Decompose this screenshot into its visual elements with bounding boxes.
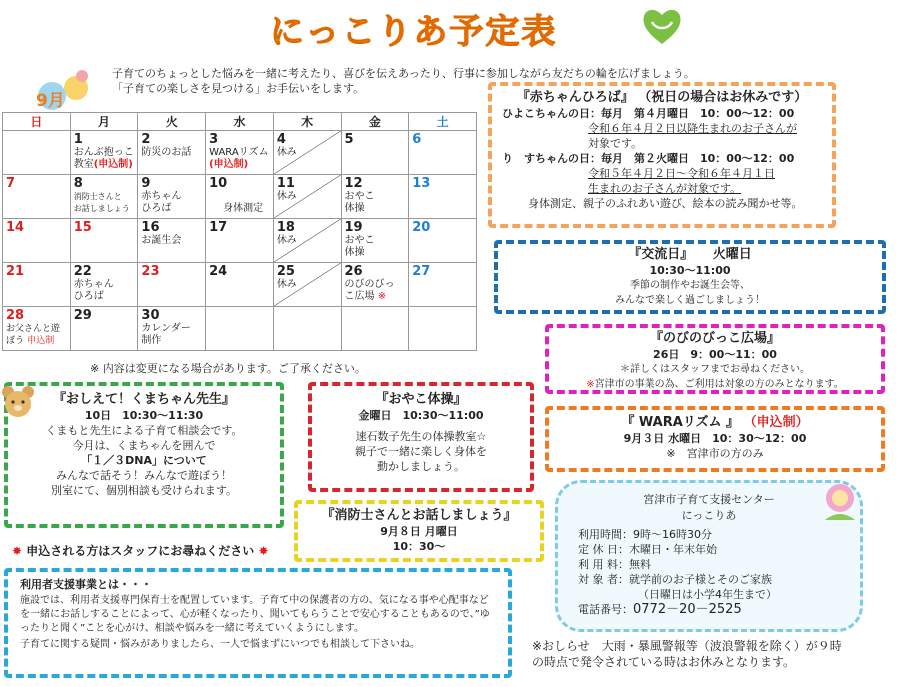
oyako-line: 親子で一緒に楽しく身体を: [355, 445, 487, 458]
oyako-line: 動かしましょう。: [377, 460, 465, 473]
cell-event: 体操: [344, 203, 365, 214]
wara-note: ※ 宮津市の方のみ: [666, 447, 764, 460]
cell-event: 休み: [276, 191, 297, 202]
center-row: [578, 602, 860, 617]
calendar-cell: [3, 307, 71, 351]
day-number: 23: [141, 264, 160, 279]
cell-event: おんぶ抱っこ: [73, 147, 134, 158]
apply-note: [12, 542, 269, 559]
cell-event: 休み: [276, 279, 297, 290]
cell-event: ひろば: [73, 291, 104, 302]
weather-note-line: ※おしらせ 大雨・暴風警報等（波浪警報を除く）が９時: [532, 639, 842, 653]
apply-note-text: 申込される方はスタッフにお尋ねください: [26, 544, 255, 558]
center-row: [578, 572, 860, 587]
calendar-cell: [70, 175, 138, 219]
day-number: 10: [209, 176, 228, 191]
calendar-cell-closed: [273, 131, 341, 175]
day-number: 21: [6, 264, 25, 279]
hiyoko-note: 令和６年４月２日以降生まれのお子さんが: [588, 122, 797, 135]
oshiete-line: 「１／３DNA」について: [81, 454, 207, 467]
day-number: 24: [209, 264, 228, 279]
calendar-cell-closed: [273, 175, 341, 219]
risu-line: り すちゃんの日：毎月 第２火曜日 10：00～12：00: [502, 152, 795, 165]
calendar-cell: [138, 131, 206, 175]
intro-line: 「子育ての楽しさを見つける」お手伝いをします。: [112, 82, 365, 95]
cell-event: おやこ: [344, 191, 375, 202]
user-support-box: [4, 568, 512, 678]
weather-note-line: の時点で発令されている時はお休みとなります。: [532, 655, 796, 669]
day-number: 9: [141, 176, 151, 191]
cell-event: お父さんと遊: [6, 324, 61, 334]
calendar-cell-empty: [341, 307, 409, 351]
wara-title: 『 WARAリズム 』: [621, 415, 740, 430]
weekday-mon: 月: [70, 113, 138, 131]
cell-event: お誕生会: [141, 235, 182, 246]
nobinobi-time: 26日 9：00～11：00: [653, 348, 777, 361]
day-number: 28: [6, 308, 25, 323]
day-number: 27: [412, 264, 431, 279]
bear-icon: [0, 384, 36, 418]
calendar-cell: [409, 175, 477, 219]
cell-event: ひろば: [141, 203, 172, 214]
cell-apply-tag: 申込制: [27, 336, 55, 346]
day-number: 22: [73, 264, 92, 279]
weekday-thu: 木: [273, 113, 341, 131]
closed-slash-icon: [274, 175, 341, 218]
calendar-cell-empty: [3, 131, 71, 175]
closed-slash-icon: [274, 219, 341, 262]
cell-event: 休み: [276, 147, 297, 158]
cell-event: カレンダー: [141, 323, 191, 334]
oshiete-title: 『おしえて！くまちゃん先生』: [52, 392, 235, 407]
day-number: 25: [276, 264, 295, 279]
akachan-activities: 身体測定、親子のふれあい遊び、絵本の読み聞かせ等。: [528, 197, 803, 210]
center-row-key: 利用時間：: [578, 528, 633, 541]
shoubou-box: [294, 500, 544, 562]
cell-event: 赤ちゃん: [73, 279, 114, 290]
oshiete-line: くまもと先生による子育て相談会です。: [45, 424, 243, 437]
oyako-title: 『おやこ体操』: [375, 392, 467, 407]
center-name: にっこりあ: [681, 509, 737, 522]
akachan-hiroba-box: [488, 82, 836, 228]
day-number: 8: [73, 176, 83, 191]
nobinobi-line: 宮津市の事業の為、ご利用は対象の方のみとなります。: [594, 379, 844, 390]
calendar-cell-closed: [273, 219, 341, 263]
calendar-cell: [138, 263, 206, 307]
center-row-value: 就学前のお子様とそのご家族: [629, 573, 772, 586]
calendar-cell: [3, 263, 71, 307]
day-number: 1: [73, 132, 83, 147]
day-number: 3: [209, 132, 219, 147]
day-number: 26: [344, 264, 363, 279]
center-name: 宮津市子育て支援センター: [643, 493, 775, 506]
oshiete-line: 今月は、くまちゃんを囲んで: [72, 439, 216, 452]
center-row-key: 対 象 者：: [578, 573, 629, 586]
hiyoko-line: ひよこちゃんの日：毎月 第４月曜日 10：00～12：00: [502, 107, 795, 120]
flower-icon: ✸: [258, 544, 269, 558]
cell-event: 体操: [344, 247, 365, 258]
calendar-cell-empty: [206, 307, 274, 351]
cell-event: おやこ: [344, 235, 375, 246]
cell-event: 消防士さんと: [73, 192, 122, 201]
center-row: [578, 542, 860, 557]
oshiete-box: [4, 382, 284, 528]
kouryu-time: 10:30～11:00: [649, 264, 731, 277]
calendar-cell-closed: [273, 263, 341, 307]
nobinobi-title: 『のびのびっこ広場』: [649, 331, 780, 346]
calendar-cell: [70, 131, 138, 175]
weekday-tue: 火: [138, 113, 206, 131]
cell-event: お話しましょう: [73, 204, 130, 213]
nobinobi-mark: ※: [586, 379, 595, 390]
day-number: 19: [344, 220, 363, 235]
weekday-sat: 土: [409, 113, 477, 131]
risu-note: 生まれのお子さんが対象です。: [588, 182, 742, 195]
day-number: 14: [6, 220, 25, 235]
support-paragraph: 施設では、利用者支援専門保育士を配置しています。子育て中の保護者の方の、気になる事や心配事などを一緒にお話しすることによって、心が軽くなったり、聞いてもらうことで安心することもあるので、”ゆったりと聞く”ことを心がけ、相談や悩みを一緒に考えていくようにします。: [20, 595, 490, 634]
calendar-cell: [206, 263, 274, 307]
calendar-cell: [138, 175, 206, 219]
day-number: 18: [276, 220, 295, 235]
day-number: 5: [344, 132, 354, 147]
calendar-cell: [70, 307, 138, 351]
cell-event: ぼう: [6, 336, 25, 346]
calendar-cell: [409, 263, 477, 307]
calendar-cell: [3, 219, 71, 263]
calendar-cell: [3, 175, 71, 219]
shoubou-time: 10：30～: [392, 540, 446, 553]
nobinobi-box: [545, 324, 885, 394]
day-number: 20: [412, 220, 431, 235]
calendar-cell: [138, 219, 206, 263]
kouryu-box: [494, 240, 886, 314]
month-label: 9月: [36, 91, 65, 111]
cell-event: 身体測定: [223, 203, 264, 214]
heart-logo-icon: [640, 6, 684, 46]
center-row-value: 木曜日・年末年始: [629, 543, 717, 556]
calendar-cell-empty: [409, 307, 477, 351]
center-row-key: 電話番号：: [578, 603, 633, 616]
calendar-cell-empty: [273, 307, 341, 351]
day-number: 7: [6, 176, 16, 191]
calendar-cell: [70, 263, 138, 307]
center-row-value: 9時～16時30分: [633, 528, 712, 541]
flower-icon: ✸: [12, 544, 23, 558]
day-number: 6: [412, 132, 422, 147]
kouryu-line: みんなで楽しく過ごしましょう！: [615, 295, 765, 306]
oyako-line: 速石数子先生の体操教室☆: [355, 430, 487, 443]
kouryu-title: 『交流日』 火曜日: [628, 247, 752, 262]
center-row-key: 利 用 料：: [578, 558, 629, 571]
wara-box: [545, 406, 885, 472]
center-row-value: 0772－20－2525: [633, 602, 742, 617]
page-title: にっこりあ予定表: [270, 12, 558, 52]
intro-line: 子育てのちょっとした悩みを一緒に考えたり、喜びを伝えあったり、行事に参加しながら友だちの輪を広げましょう。: [112, 67, 695, 80]
calendar-cell: [409, 219, 477, 263]
day-number: 2: [141, 132, 151, 147]
support-title: 利用者支援事業とは・・・: [20, 578, 152, 591]
day-number: 11: [276, 176, 295, 191]
day-number: 16: [141, 220, 160, 235]
wara-time: 9月３日 水曜日 10：30～12：00: [623, 432, 807, 445]
center-row: [578, 557, 860, 572]
calendar-cell: [206, 175, 274, 219]
oyako-time: 金曜日 10:30～11:00: [358, 409, 484, 422]
closed-slash-icon: [274, 131, 341, 174]
cell-event: こ広場: [344, 291, 375, 302]
cell-event: 防災のお話: [141, 147, 192, 158]
cell-event: 休み: [276, 235, 297, 246]
risu-note: 令和５年４月２日～令和６年４月１日: [588, 167, 775, 180]
closed-slash-icon: [274, 263, 341, 306]
calendar-table: [2, 112, 477, 351]
oyako-box: [308, 382, 534, 492]
center-row-key: 定 休 日：: [578, 543, 629, 556]
day-number: 29: [73, 308, 92, 323]
cell-apply-tag: (申込制): [209, 159, 249, 170]
shoubou-title: 『消防士さんとお話しましょう』: [321, 508, 517, 523]
akachan-title: 『赤ちゃんひろば』 （祝日の場合はお休みです）: [516, 90, 808, 105]
oshiete-line: みんなで話そう！みんなで遊ぼう！: [56, 469, 232, 482]
weekday-sun: 日: [3, 113, 71, 131]
cell-event: 赤ちゃん: [141, 191, 182, 202]
wara-apply-tag: （申込制）: [743, 415, 809, 430]
flower-character-icon: [815, 480, 865, 524]
weekday-wed: 水: [206, 113, 274, 131]
weather-note: [532, 638, 842, 670]
nobinobi-line: ＊詳しくはスタッフまでお尋ねください。: [620, 364, 810, 375]
shoubou-date: 9月８日 月曜日: [380, 525, 458, 538]
cell-apply-tag: (申込制): [93, 159, 133, 170]
calendar-cell: [341, 263, 409, 307]
cell-event: 制作: [141, 335, 162, 346]
hiyoko-note: 対象です。: [588, 137, 643, 150]
cell-note-mark: ※: [377, 291, 387, 302]
oshiete-time: 10日 10:30～11:30: [84, 409, 204, 422]
calendar-cell: [341, 175, 409, 219]
center-row-value: （日曜日は小学4年生まで）: [638, 588, 777, 601]
day-number: 4: [276, 132, 286, 147]
day-number: 15: [73, 220, 92, 235]
cell-event: WARAリズム: [209, 147, 269, 158]
calendar-note: ※ 内容は変更になる場合があります。ご了承ください。: [90, 362, 366, 375]
calendar-cell: [206, 219, 274, 263]
day-number: 13: [412, 176, 431, 191]
center-row: [578, 587, 860, 602]
calendar-cell: [341, 219, 409, 263]
center-row: [578, 527, 860, 542]
cell-event: 教室: [73, 159, 94, 170]
calendar-cell: [409, 131, 477, 175]
center-info-rows: [558, 527, 860, 617]
calendar-cell: [206, 131, 274, 175]
support-paragraph: 子育てに関する疑問・悩みがありましたら、一人で悩まずにいつでも相談して下さいね。: [20, 639, 420, 650]
calendar-cell: [70, 219, 138, 263]
kouryu-line: 季節の制作やお誕生会等、: [630, 280, 750, 291]
weekday-fri: 金: [341, 113, 409, 131]
day-number: 30: [141, 308, 160, 323]
oshiete-line: 別室にて、個別相談も受けられます。: [51, 484, 237, 497]
calendar-cell: [341, 131, 409, 175]
day-number: 12: [344, 176, 363, 191]
calendar-cell: [138, 307, 206, 351]
center-row-value: 無料: [629, 558, 651, 571]
day-number: 17: [209, 220, 228, 235]
cell-event: のびのびっ: [344, 279, 395, 290]
